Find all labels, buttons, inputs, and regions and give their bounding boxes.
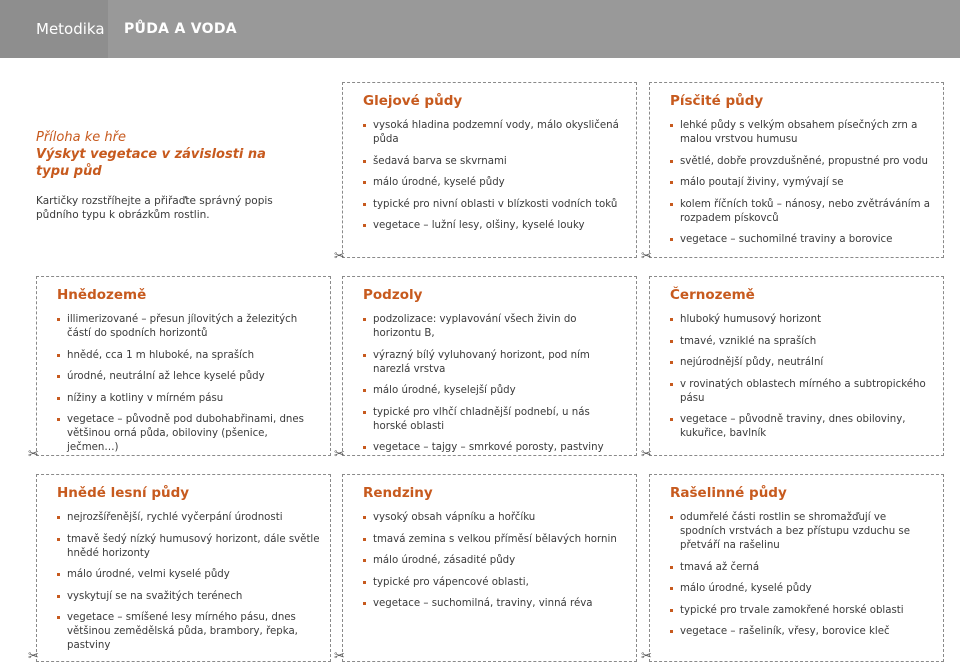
section-label: Metodika	[0, 0, 108, 58]
card-list	[363, 119, 626, 241]
list-item: vegetace – lužní lesy, olšiny, kyselé louky	[363, 219, 626, 233]
card-hnedozeme	[36, 276, 331, 456]
card-glejove	[342, 82, 637, 258]
appendix-title: Výskyt vegetace v závislosti na typu půd	[36, 147, 266, 179]
list-item: málo úrodné, kyselé půdy	[363, 176, 626, 190]
list-item: úrodné, neutrální až lehce kyselé půdy	[57, 370, 320, 384]
card-title: Glejové půdy	[363, 93, 463, 109]
list-item: vegetace – původně traviny, dnes obiloviny, kukuřice, bavlník	[670, 413, 933, 441]
scissors-icon: ✂	[28, 447, 39, 462]
list-item: málo úrodné, velmi kyselé půdy	[57, 568, 320, 582]
scissors-icon: ✂	[334, 447, 345, 462]
list-item: typické pro vápencové oblasti,	[363, 576, 626, 590]
card-list	[670, 313, 933, 449]
list-item: hluboký humusový horizont	[670, 313, 933, 327]
list-item: šedavá barva se skvrnami	[363, 155, 626, 169]
list-item: málo úrodné, zásadité půdy	[363, 554, 626, 568]
page-title: PŮDA A VODA	[124, 21, 237, 37]
list-item: málo poutají živiny, vymývají se	[670, 176, 933, 190]
list-item: vegetace – smíšené lesy mírného pásu, dnes většinou zemědělská půda, brambory, řepka, pastviny	[57, 611, 320, 653]
top-bar	[0, 0, 960, 58]
list-item: typické pro trvale zamokřené horské oblasti	[670, 604, 933, 618]
card-list	[670, 119, 933, 255]
scissors-icon: ✂	[641, 649, 652, 664]
list-item: vyskytují se na svažitých terénech	[57, 590, 320, 604]
card-list	[670, 511, 933, 647]
card-title: Písčité půdy	[670, 93, 764, 109]
scissors-icon: ✂	[641, 249, 652, 264]
card-title: Rendziny	[363, 485, 433, 501]
card-title: Podzoly	[363, 287, 423, 303]
list-item: hnědé, cca 1 m hluboké, na spraších	[57, 349, 320, 363]
list-item: vysoký obsah vápníku a hořčíku	[363, 511, 626, 525]
card-list	[57, 511, 320, 661]
scissors-icon: ✂	[334, 649, 345, 664]
scissors-icon: ✂	[641, 447, 652, 462]
list-item: vegetace – suchomilné traviny a borovice	[670, 233, 933, 247]
scissors-icon: ✂	[334, 249, 345, 264]
list-item: podzolizace: vyplavování všech živin do horizontu B,	[363, 313, 626, 341]
list-item: světlé, dobře provzdušněné, propustné pro vodu	[670, 155, 933, 169]
list-item: typické pro vlhčí chladnější podnebí, u nás horské oblasti	[363, 406, 626, 434]
card-list	[57, 313, 320, 463]
list-item: tmavé, vzniklé na spraších	[670, 335, 933, 349]
list-item: nejúrodnější půdy, neutrální	[670, 356, 933, 370]
list-item: nížiny a kotliny v mírném pásu	[57, 392, 320, 406]
list-item: tmavě šedý nízký humusový horizont, dále světle hnědé horizonty	[57, 533, 320, 561]
card-cernozeme	[649, 276, 944, 456]
list-item: illimerizované – přesun jílovitých a železitých částí do spodních horizontů	[57, 313, 320, 341]
list-item: v rovinatých oblastech mírného a subtropického pásu	[670, 378, 933, 406]
appendix-label: Příloha ke hře	[36, 130, 126, 145]
list-item: nejrozšířenější, rychlé vyčerpání úrodnosti	[57, 511, 320, 525]
list-item: výrazný bílý vyluhovaný horizont, pod ním narezlá vrstva	[363, 349, 626, 377]
card-raselinne	[649, 474, 944, 662]
card-title: Hnědozemě	[57, 287, 147, 303]
instructions-text: Kartičky rozstříhejte a přiřaďte správný popis půdního typu k obrázkům rostlin.	[36, 195, 273, 221]
list-item: typické pro nivní oblasti v blízkosti vodních toků	[363, 198, 626, 212]
list-item: tmavá až černá	[670, 561, 933, 575]
card-list	[363, 511, 626, 619]
list-item: vegetace – suchomilná, traviny, vinná réva	[363, 597, 626, 611]
list-item: tmavá zemina s velkou příměsí bělavých hornin	[363, 533, 626, 547]
card-piscite	[649, 82, 944, 258]
card-rendziny	[342, 474, 637, 662]
list-item: kolem říčních toků – nánosy, nebo zvětráváním a rozpadem pískovců	[670, 198, 933, 226]
list-item: vegetace – tajgy – smrkové porosty, pastviny	[363, 441, 626, 455]
list-item: vegetace – původně pod dubohabřinami, dnes většinou orná půda, obiloviny (pšenice, ječmen…)	[57, 413, 320, 455]
list-item: málo úrodné, kyselejší půdy	[363, 384, 626, 398]
list-item: vegetace – rašeliník, vřesy, borovice kleč	[670, 625, 933, 639]
card-hnede-lesni	[36, 474, 331, 662]
scissors-icon: ✂	[28, 649, 39, 664]
list-item: odumřelé části rostlin se shromažďují ve spodních vrstvách a bez přístupu vzduchu se přetváří na rašelinu	[670, 511, 933, 553]
list-item: vysoká hladina podzemní vody, málo okysličená půda	[363, 119, 626, 147]
list-item: lehké půdy s velkým obsahem písečných zrn a malou vrstvou humusu	[670, 119, 933, 147]
card-title: Rašelinné půdy	[670, 485, 787, 501]
intro-block	[36, 130, 296, 221]
card-title: Černozemě	[670, 287, 755, 303]
card-title: Hnědé lesní půdy	[57, 485, 190, 501]
card-list	[363, 313, 626, 463]
list-item: málo úrodné, kyselé půdy	[670, 582, 933, 596]
card-podzoly	[342, 276, 637, 456]
